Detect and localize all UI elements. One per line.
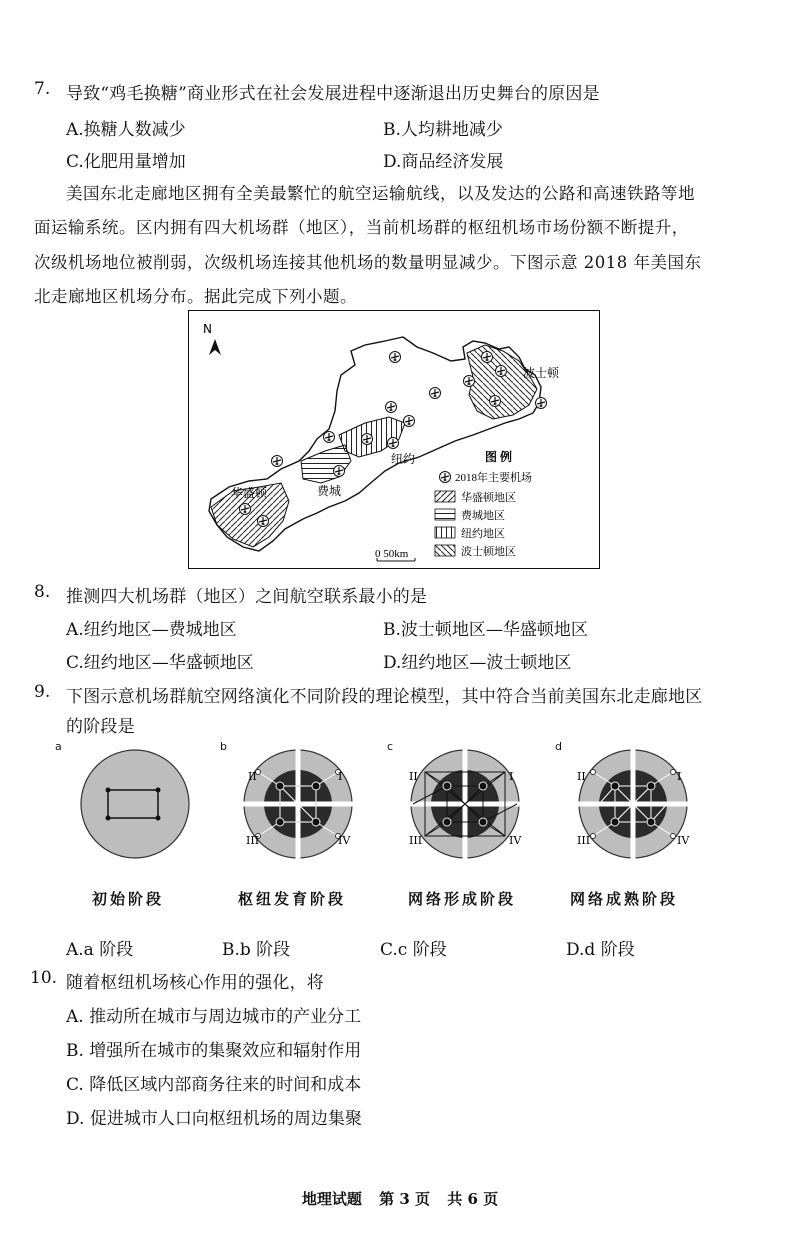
quadrant-label: I: [677, 770, 682, 783]
stage-d-label: 网络成熟阶段: [570, 890, 679, 908]
q7-option-d: D.商品经济发展: [383, 152, 504, 172]
airport-icon: [272, 456, 283, 467]
q7-option-c: C.化肥用量增加: [66, 152, 186, 172]
passage-line-4: 北走廊地区机场分布。据此完成下列小题。: [34, 287, 357, 306]
q9-option-b: B.b 阶段: [222, 940, 291, 960]
legend-airport-icon: [440, 472, 451, 483]
legend-swatch-washington: [435, 491, 455, 502]
airport-icon: [362, 434, 373, 445]
q10-number: 10.: [30, 968, 58, 988]
stage-d-letter: d: [555, 740, 562, 753]
legend-swatch-boston: [435, 545, 455, 556]
airport-map-svg: [189, 311, 599, 568]
airport-icon: [490, 396, 501, 407]
legend-swatch-philadelphia: [435, 509, 455, 520]
q8-option-a: A.纽约地区—费城地区: [66, 620, 237, 640]
stage-a-diagram: [55, 748, 215, 868]
city-label-newyork: 纽约: [391, 452, 416, 466]
quadrant-label: III: [409, 834, 423, 847]
q10-option-b: B. 增强所在城市的集聚效应和辐射作用: [66, 1041, 362, 1061]
airport-icon: [430, 388, 441, 399]
legend-label-philadelphia: 费城地区: [461, 510, 505, 522]
q10-stem: 随着枢纽机场核心作用的强化，将: [66, 973, 324, 993]
city-label-philadelphia: 费城: [317, 484, 342, 498]
q9-stem-line-1: 下图示意机场群航空网络演化不同阶段的理论模型，其中符合当前美国东北走廊地区: [66, 687, 703, 707]
airport-icon: [258, 516, 269, 527]
q9-number: 9.: [34, 682, 51, 702]
passage-line-1: 美国东北走廊地区拥有全美最繁忙的航空运输航线，以及发达的公路和高速铁路等地: [66, 184, 695, 203]
q8-option-b: B.波士顿地区—华盛顿地区: [383, 620, 588, 640]
stage-b-diagram: [218, 748, 378, 868]
q10-option-d: D. 促进城市人口向枢纽机场的周边集聚: [66, 1109, 362, 1129]
legend-title: 图 例: [485, 450, 513, 464]
q8-stem: 推测四大机场群（地区）之间航空联系最小的是: [66, 587, 428, 607]
legend-airport-label: 2018年主要机场: [455, 472, 532, 484]
airport-icon: [536, 398, 547, 409]
legend-label-washington: 华盛顿地区: [461, 492, 516, 504]
quadrant-label: III: [246, 834, 260, 847]
q7-option-a: A.换糖人数减少: [66, 120, 186, 140]
airport-icon: [240, 504, 251, 515]
q7-number: 7.: [34, 79, 51, 99]
airport-icon: [388, 438, 399, 449]
quadrant-label: IV: [509, 834, 522, 847]
north-arrow-icon: [209, 339, 221, 355]
page-footer: [0, 1188, 800, 1209]
stage-b-label: 枢纽发育阶段: [238, 890, 347, 908]
q10-option-a: A. 推动所在城市与周边城市的产业分工: [66, 1007, 362, 1027]
q7-stem: 导致“鸡毛换糖”商业形式在社会发展进程中逐渐退出历史舞台的原因是: [66, 84, 600, 104]
airport-icon: [482, 352, 493, 363]
quadrant-label: II: [248, 770, 257, 783]
city-label-boston: 波士顿: [523, 366, 560, 380]
airport-icon: [324, 432, 335, 443]
footer-total: 共 6 页: [447, 1190, 499, 1208]
stage-d-figure: [553, 740, 713, 860]
q7-option-b: B.人均耕地减少: [383, 120, 503, 140]
airport-icon: [334, 466, 345, 477]
passage-line-3: 次级机场地位被削弱，次级机场连接其他机场的数量明显减少。下图示意 2018 年美国东: [34, 253, 702, 272]
stage-d-diagram: [553, 748, 713, 868]
stage-c-label: 网络形成阶段: [408, 890, 517, 908]
quadrant-label: IV: [338, 834, 351, 847]
q9-option-a: A.a 阶段: [66, 940, 134, 960]
stage-a-letter: a: [55, 740, 62, 753]
q8-option-d: D.纽约地区—波士顿地区: [383, 653, 572, 673]
quadrant-label: I: [509, 770, 514, 783]
stage-b-letter: b: [220, 740, 227, 753]
city-label-washington: 华盛顿: [231, 486, 268, 500]
quadrant-label: II: [409, 770, 418, 783]
footer-subject: 地理试题: [301, 1190, 362, 1208]
stage-c-diagram: [385, 748, 545, 868]
stage-c-letter: c: [387, 740, 394, 753]
airport-icon: [386, 402, 397, 413]
q9-option-d: D.d 阶段: [566, 940, 635, 960]
airport-icon: [404, 416, 415, 427]
stage-b-figure: [218, 740, 378, 860]
north-label: N: [203, 322, 212, 336]
stage-a-label: 初始阶段: [92, 890, 165, 908]
q8-option-c: C.纽约地区—华盛顿地区: [66, 653, 254, 673]
airport-map: [188, 310, 600, 569]
stage-a-figure: [55, 740, 215, 860]
q9-option-c: C.c 阶段: [380, 940, 447, 960]
airport-icon: [390, 352, 401, 363]
legend-swatch-newyork: [435, 527, 455, 538]
stage-c-figure: [385, 740, 545, 860]
quadrant-label: II: [577, 770, 586, 783]
quadrant-label: I: [338, 770, 343, 783]
quadrant-label: IV: [677, 834, 690, 847]
airport-icon: [464, 376, 475, 387]
airport-icon: [496, 366, 507, 377]
footer-page: 第 3 页: [379, 1190, 430, 1208]
q8-number: 8.: [34, 582, 51, 602]
legend-label-newyork: 纽约地区: [461, 528, 505, 540]
quadrant-label: III: [577, 834, 591, 847]
q9-stem-line-2: 的阶段是: [66, 717, 135, 737]
q10-option-c: C. 降低区域内部商务往来的时间和成本: [66, 1075, 362, 1095]
passage-line-2: 面运输系统。区内拥有四大机场群（地区），当前机场群的枢纽机场市场份额不断提升，: [34, 218, 689, 237]
legend-label-boston: 波士顿地区: [461, 546, 516, 558]
map-scale-label: 0 50km: [375, 548, 409, 560]
